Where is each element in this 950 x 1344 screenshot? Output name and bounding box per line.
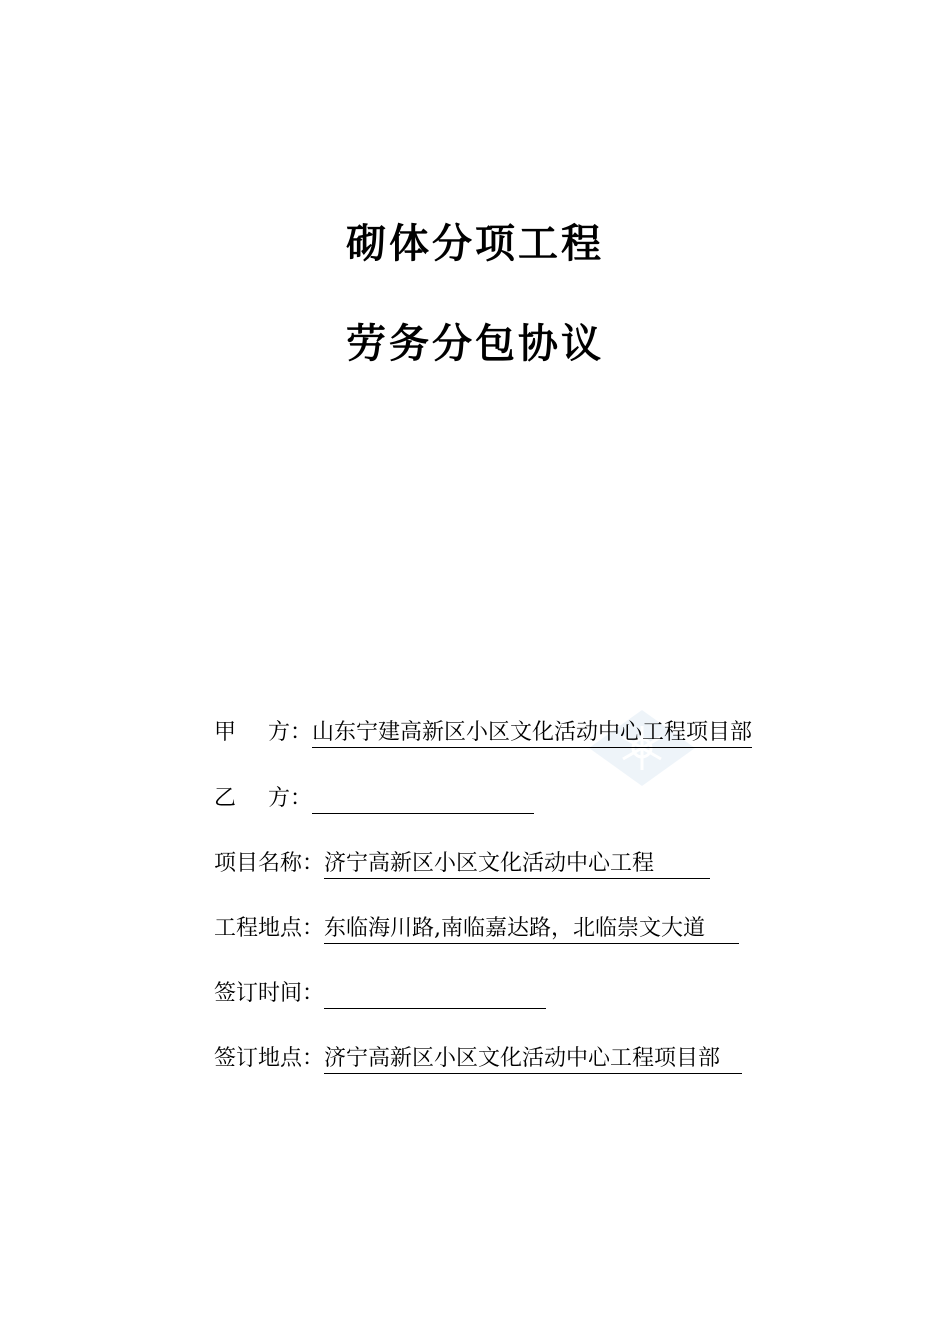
party-a-row: 甲 方 ： 山东宁建高新区小区文化活动中心工程项目部 [214, 714, 752, 748]
document-title-line-2: 劳务分包协议 [346, 321, 604, 367]
signing-place-label: 签订地点 [214, 1046, 303, 1071]
signing-place-value: 济宁高新区小区文化活动中心工程项目部 [324, 1045, 742, 1074]
party-a-label: 甲 方 [214, 720, 291, 745]
signing-date-row: 签订时间 ： [214, 975, 546, 1009]
document-title-line-1: 砌体分项工程 [346, 221, 604, 267]
project-name-label: 项目名称 [214, 851, 303, 876]
party-a-value: 山东宁建高新区小区文化活动中心工程项目部 [312, 719, 752, 748]
signing-date-value [324, 982, 546, 1009]
project-name-value: 济宁高新区小区文化活动中心工程 [324, 850, 710, 879]
project-location-label: 工程地点 [214, 916, 303, 941]
party-b-row: 乙 方 ： [214, 780, 534, 814]
project-location-value: 东临海川路,南临嘉达路，北临崇文大道 [324, 915, 739, 944]
party-b-value [312, 787, 534, 814]
signing-date-label: 签订时间 [214, 981, 303, 1006]
party-b-label: 乙 方 [214, 786, 291, 811]
signing-place-row: 签订地点 ： 济宁高新区小区文化活动中心工程项目部 [214, 1040, 742, 1074]
project-location-row: 工程地点 ： 东临海川路,南临嘉达路，北临崇文大道 [214, 910, 739, 944]
project-name-row: 项目名称 ： 济宁高新区小区文化活动中心工程 [214, 845, 710, 879]
